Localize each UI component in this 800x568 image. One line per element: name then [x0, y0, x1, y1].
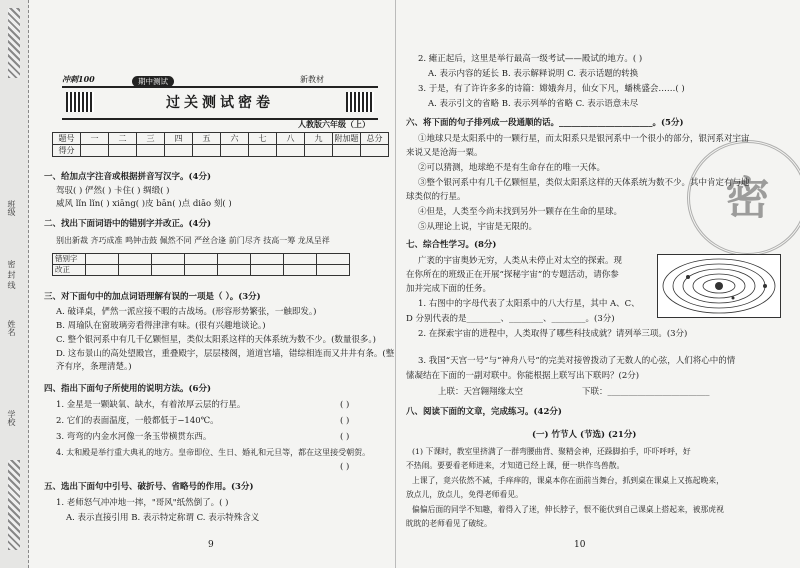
section-3-option: A. 破译桌，俨然一派应接不暇的古战场。(形容形势繁张，一触即发。) — [56, 307, 317, 317]
answer-paren[interactable]: ( ) — [340, 462, 350, 472]
score-cell: 一 — [81, 133, 109, 145]
score-input-cell[interactable] — [193, 145, 221, 157]
section-4-title: 四、指出下面句子所使用的说明方法。(6分) — [44, 384, 211, 394]
couplet-lower-input[interactable]: 下联：________________________ — [582, 387, 710, 397]
section-1-title: 一、给加点字注音或根据拼音写汉字。(4分) — [44, 172, 211, 182]
exam-title: 过关测试密卷 — [166, 95, 274, 111]
correction-label: 改正 — [53, 265, 86, 276]
score-cell: 四 — [165, 133, 193, 145]
section-5-item: 2. 瘫正起后，这里是举行最高一级考试——殿试的地方。( ) — [418, 54, 643, 64]
class-label: 班级 — [7, 200, 16, 216]
passage-paragraph: 偏偏后面的同学不知趣，着得入了迷，伸长脖子，恨不能伏到自己课桌上搭起来，被那虎视 — [412, 505, 724, 514]
section-6-sentence: 来说又是沧海一粟。 — [406, 148, 483, 158]
section-1-line: 威风 lǐn lǐn( ) xiāng( )皮 bān( )点 diāo 刻( ) — [56, 199, 232, 209]
answer-paren[interactable]: ( ) — [340, 432, 350, 442]
section-3-option: D. 这布景山的高处望殿宫，重叠殿宇，层层楼阁，道道宫墙，错综相连而又井井有条。(整 — [56, 349, 395, 359]
school-label: 学校 — [7, 410, 16, 426]
answer-cell[interactable] — [218, 254, 251, 265]
section-7-intro: 在你所在的班级正在开展“探秘宇宙”的专题活动，请你参 — [406, 270, 619, 280]
score-cell: 附加题 — [334, 133, 359, 143]
section-7-question[interactable]: D 分别代表的是________、________、________。(3分) — [406, 314, 615, 324]
section-2-words: 别出新裁 齐巧成准 鸣钟击鼓 佩然不同 严丝合逢 前门尽齐 技高一筹 龙凤呈祥 — [56, 236, 330, 245]
section-7-question: 3. 我国“天宫一号”与“神舟八号”的完美对接曾拨动了无数人的心弦，人们将心中的情 — [418, 356, 736, 366]
passage-paragraph: (1) 下课时，教室里挤满了一群弯腰曲背、聚精会神，还跺脚拍手，吓吓呼呼，好 — [412, 447, 691, 456]
section-7-question: 2. 在探索宇宙的进程中，人类取得了哪些科技成就？请列举三项。(3分) — [418, 329, 688, 339]
section-6-sentence: ⑤从理论上说，宇宙是无限的。 — [418, 222, 538, 232]
correction-label: 错别字 — [53, 254, 86, 265]
score-input-cell[interactable] — [137, 145, 165, 157]
answer-cell[interactable] — [152, 254, 185, 265]
section-7-question: 愫凝结在下面的一副对联中。你能根据上联写出下联吗？(2分) — [406, 371, 640, 381]
passage-paragraph: 不热闹。要要看老师进来，才知道已经上课，便一哄作鸟兽散。 — [406, 461, 625, 470]
answer-cell[interactable] — [251, 254, 284, 265]
section-4-item: 3. 弯弯的内金水河像一条玉带横贯东西。 — [56, 432, 212, 442]
section-7-intro: 加并完成下面的任务。 — [406, 284, 492, 294]
answer-cell[interactable] — [284, 254, 317, 265]
page-number: 9 — [208, 540, 214, 550]
page-number: 10 — [574, 540, 586, 550]
section-3-option: 齐有序，条理清楚。) — [56, 362, 132, 372]
score-input-cell[interactable] — [221, 145, 249, 157]
answer-cell[interactable] — [317, 254, 350, 265]
hatch-pattern — [8, 460, 20, 550]
answer-cell[interactable] — [284, 265, 317, 276]
stamp-text: 密 — [725, 172, 770, 224]
score-cell: 总分 — [361, 133, 389, 145]
score-input-cell[interactable] — [305, 145, 333, 157]
section-6-sentence: ①地球只是太阳系中的一颗行星，而太阳系只是银河系中一个很小的部分，银河系对宇宙 — [418, 134, 750, 144]
score-cell: 五 — [193, 133, 221, 145]
score-cell: 得分 — [53, 145, 81, 157]
answer-cell[interactable] — [251, 265, 284, 276]
section-3-option: C. 整个银河系中有几千亿颗恒星，类似太阳系这样的天体系统为数不少。(数量很多。) — [56, 335, 376, 345]
confidential-stamp — [687, 140, 800, 256]
score-input-cell[interactable] — [333, 145, 361, 157]
score-cell: 八 — [277, 133, 305, 145]
name-label: 姓名 — [7, 320, 16, 336]
section-4-item: 1. 金星是一颗缺氧、缺水，有着浓厚云层的行星。 — [56, 400, 246, 410]
score-cell: 九 — [305, 133, 333, 145]
answer-cell[interactable] — [119, 265, 152, 276]
answer-cell[interactable] — [317, 265, 350, 276]
answer-cell[interactable] — [185, 265, 218, 276]
passage-paragraph: 眈眈的老师看见了破绽。 — [406, 519, 492, 528]
section-8-title: 八、阅读下面的文章，完成练习。(42分) — [406, 407, 562, 417]
score-cell: 题号 — [53, 133, 81, 145]
score-header-row — [53, 133, 389, 145]
left-page — [40, 0, 395, 568]
passage-title: (一) 竹节人 (节选) (21分) — [532, 430, 637, 440]
section-5-options: A. 表示引文的省略 B. 表示列举的省略 C. 表示语意未尽 — [428, 99, 639, 109]
section-6-sentence: ②可以猜测，地球绝不是有生命存在的唯一天体。 — [418, 163, 606, 173]
section-5-item: 1. 老师怒气冲冲地一摔，"哥风"纸然倒了。( ) — [56, 498, 229, 508]
passage-paragraph: 放点儿，放点儿，免得老师看见。 — [406, 490, 523, 499]
score-input-cell[interactable] — [165, 145, 193, 157]
answer-cell[interactable] — [218, 265, 251, 276]
edition-label: 新教材 — [300, 75, 324, 84]
binding-strip — [0, 0, 29, 568]
seal-line-label: 密 封 线 — [7, 260, 16, 290]
brand-logo: 冲刺100 — [62, 74, 95, 84]
section-3-option: B. 周瑜队在窗玻璃旁看得津津有味。(很有兴趣地谈论。) — [56, 321, 266, 331]
section-7-intro: 广袤的宇宙奥妙无穷，人类从未停止对太空的探索。现 — [418, 256, 623, 266]
answer-cell[interactable] — [152, 265, 185, 276]
section-7-question: 1. 右图中的字母代表了太阳系中的八大行星，其中 A、C、 — [418, 299, 640, 309]
section-1-line: 驾驭( ) 俨然( ) 卡住( ) 绸缎( ) — [56, 186, 170, 196]
score-input-cell[interactable] — [249, 145, 277, 157]
right-page — [402, 0, 787, 568]
section-5-title: 五、选出下面句中引号、破折号、省略号的作用。(3分) — [44, 482, 254, 492]
section-4-item: 4. 太和殿是举行重大典礼的地方。皇帝即位、生日、婚礼和元旦等，都在这里接受朝贺。 — [56, 448, 371, 457]
section-6-title: 六、将下面的句子排列成一段通顺的话。______________________。(5分) — [406, 118, 684, 128]
score-cell: 六 — [221, 133, 249, 145]
couplet-upper: 上联：天宫翱翔缘太空 — [438, 387, 524, 397]
page-divider — [395, 0, 396, 568]
section-7-title: 七、综合性学习。(8分) — [406, 240, 497, 250]
score-input-cell[interactable] — [109, 145, 137, 157]
score-cell: 七 — [249, 133, 277, 145]
score-table — [52, 132, 389, 157]
score-input-cell[interactable] — [277, 145, 305, 157]
hatch-pattern — [8, 8, 20, 78]
section-5-options: A. 表示直接引用 B. 表示特定称谓 C. 表示特殊含义 — [66, 513, 260, 523]
grade-label: 人教版六年级（上） — [298, 119, 370, 129]
score-input-cell[interactable] — [81, 145, 109, 157]
title-bar — [62, 86, 378, 120]
score-value-row — [53, 145, 389, 157]
score-input-cell[interactable] — [361, 145, 389, 157]
section-6-sentence: ④但是，人类至今尚未找到另外一颗存在生命的星球。 — [418, 207, 623, 217]
answer-cell[interactable] — [86, 254, 119, 265]
section-2-title: 二、找出下面词语中的错别字并改正。(4分) — [44, 219, 211, 229]
section-5-options: A. 表示内容的延长 B. 表示解释说明 C. 表示话题的转换 — [428, 69, 639, 79]
answer-paren[interactable]: ( ) — [340, 416, 350, 426]
exam-type-pill: 期中测试 — [132, 76, 174, 87]
correction-table — [52, 253, 350, 276]
score-cell: 三 — [137, 133, 165, 145]
score-cell: 二 — [109, 133, 137, 145]
answer-cell[interactable] — [119, 254, 152, 265]
section-4-item: 2. 它们的表面温度，一般都低于−140℃。 — [56, 416, 219, 426]
passage-paragraph: 上课了，竟兴依然不减，手痒痒的，课桌本你在面前当舞台，抓到桌在课桌上又拣起晚来， — [412, 476, 724, 485]
section-5-item: 3. 于是，有了许许多多的诗篇：嫦娥奔月，仙女下凡，蟠桃盛会……( ) — [418, 84, 685, 94]
section-6-sentence: 球类似的行星。 — [406, 192, 466, 202]
answer-paren[interactable]: ( ) — [340, 400, 350, 410]
solar-system-diagram — [657, 254, 781, 318]
answer-cell[interactable] — [86, 265, 119, 276]
answer-cell[interactable] — [185, 254, 218, 265]
section-3-title: 三、对下面句中的加点词语理解有误的一项是（ ）。(3分) — [44, 292, 261, 302]
section-6-sentence: ③整个银河系中有几千亿颗恒星，类似太阳系这样的天体系统为数不少。其中肯定有与地 — [418, 178, 750, 188]
